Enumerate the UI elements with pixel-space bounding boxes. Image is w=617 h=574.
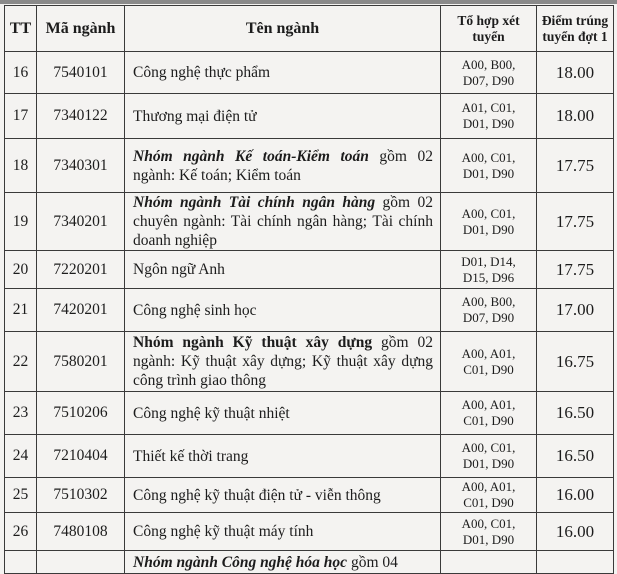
table-row [5,94,614,139]
combo-line2: D01, D90 [462,116,515,131]
combo-line1: A00, C01, [461,205,516,221]
header-tt: TT [5,6,37,52]
table-row-partial [5,551,614,574]
group-detail: gồm 02 ngành: Kế toán; Kiểm toán [133,147,433,184]
row-combo [441,513,537,551]
combo-line2: D01, D90 [462,456,515,471]
combo-line1: A00, A01, [461,479,516,494]
row-score [537,551,614,574]
combo-line2: D01, D90 [462,531,515,547]
row-score: 16.00 [537,513,614,551]
page-top-edge [0,0,617,4]
group-detail: gồm 04 [347,554,398,571]
combo-line2: D01, D90 [462,165,515,181]
row-tt: 19 [5,193,37,251]
row-code [37,551,125,574]
row-score: 16.00 [537,478,614,513]
row-combo [441,139,537,193]
header-score-line2: tuyển đợt 1 [542,28,608,44]
row-code: 7210404 [37,435,125,478]
table-row [5,193,614,251]
row-name: Công nghệ kỹ thuật máy tính [125,513,441,551]
combo-line2: C01, D90 [463,361,514,377]
group-detail: gồm 02 ngành: Kỹ thuật xây dựng; Kỹ thuật xây dựng công trình giao thông [133,334,434,389]
table-row [5,332,614,392]
group-name: Nhóm ngành Công nghệ hóa học [133,554,348,571]
row-score: 16.50 [537,435,614,478]
row-name: Công nghệ sinh học [125,289,441,332]
row-combo [441,94,537,139]
row-tt: 25 [5,478,37,513]
row-code: 7340301 [37,139,125,193]
row-tt: 18 [5,139,37,193]
row-code: 7580201 [37,332,125,392]
row-name: Công nghệ kỹ thuật nhiệt [125,392,441,435]
row-tt: 26 [5,513,37,551]
combo-line1: A00, A01, [461,345,516,361]
row-code: 7340201 [37,193,125,251]
header-score-line1: Điểm trúng [541,12,609,28]
row-code: 7480108 [37,513,125,551]
combo-line2: C01, D90 [463,413,514,428]
combo-line1: A00, C01, [461,440,516,455]
header-score [537,6,614,52]
row-name [125,332,441,392]
row-code: 7510206 [37,392,125,435]
row-name: Ngôn ngữ Anh [125,251,441,289]
row-score: 18.00 [537,52,614,94]
header-combo-line1: Tổ hợp xét [457,12,520,28]
row-tt: 23 [5,392,37,435]
row-combo [441,251,537,289]
row-combo [441,332,537,392]
table-row [5,435,614,478]
row-tt [5,551,37,574]
group-name: Nhóm ngành Kế toán-Kiểm toán [133,147,369,165]
header-code: Mã ngành [37,6,125,52]
admission-score-table [4,5,614,574]
row-score: 16.75 [537,332,614,392]
table-row [5,251,614,289]
row-combo [441,52,537,94]
group-name: Nhóm ngành Tài chính ngân hàng [133,194,376,211]
row-tt: 20 [5,251,37,289]
row-combo [441,551,537,574]
row-score: 17.75 [537,193,614,251]
header-combo [441,6,537,52]
combo-line1: A00, C01, [461,149,516,165]
combo-line2: D01, D90 [462,221,515,237]
row-code: 7540101 [37,52,125,94]
row-name [125,139,441,193]
row-tt: 21 [5,289,37,332]
table-header-row [5,6,614,52]
row-combo [441,435,537,478]
row-combo [441,478,537,513]
table-row [5,478,614,513]
group-name: Nhóm ngành Kỹ thuật xây dựng [133,334,373,351]
combo-line1: A00, A01, [461,397,516,412]
header-name: Tên ngành [125,6,441,52]
combo-line1: A00, B00, [461,294,516,309]
row-name: Công nghệ thực phẩm [125,52,441,94]
row-combo [441,289,537,332]
row-code: 7220201 [37,251,125,289]
row-tt: 24 [5,435,37,478]
row-score: 16.50 [537,392,614,435]
table-row [5,513,614,551]
row-tt: 22 [5,332,37,392]
row-name: Thiết kế thời trang [125,435,441,478]
row-score: 18.00 [537,94,614,139]
combo-line1: A00, C01, [461,515,516,531]
row-tt: 17 [5,94,37,139]
header-combo-line2: tuyển [472,28,505,44]
table-row [5,392,614,435]
row-code: 7340122 [37,94,125,139]
table-row [5,139,614,193]
row-score: 17.00 [537,289,614,332]
row-tt: 16 [5,52,37,94]
combo-line2: D15, D96 [462,269,515,285]
combo-line1: D01, D14, [461,253,516,269]
combo-line1: A01, C01, [461,100,516,115]
group-detail: gồm 02 chuyên ngành: Tài chính ngân hàng; Tài chính doanh nghiệp [133,194,433,249]
table-row [5,52,614,94]
row-score: 17.75 [537,139,614,193]
table-row [5,289,614,332]
row-code: 7510302 [37,478,125,513]
row-name: Công nghệ kỹ thuật điện tử - viễn thông [125,478,441,513]
row-name: Thương mại điện tử [125,94,441,139]
row-combo [441,193,537,251]
combo-line1: A00, B00, [461,56,516,72]
row-name [125,193,441,251]
combo-line2: D07, D90 [462,310,515,325]
row-code: 7420201 [37,289,125,332]
combo-line2: C01, D90 [463,495,514,510]
row-name [125,551,441,574]
row-score: 17.75 [537,251,614,289]
row-combo [441,392,537,435]
combo-line2: D07, D90 [462,72,515,88]
